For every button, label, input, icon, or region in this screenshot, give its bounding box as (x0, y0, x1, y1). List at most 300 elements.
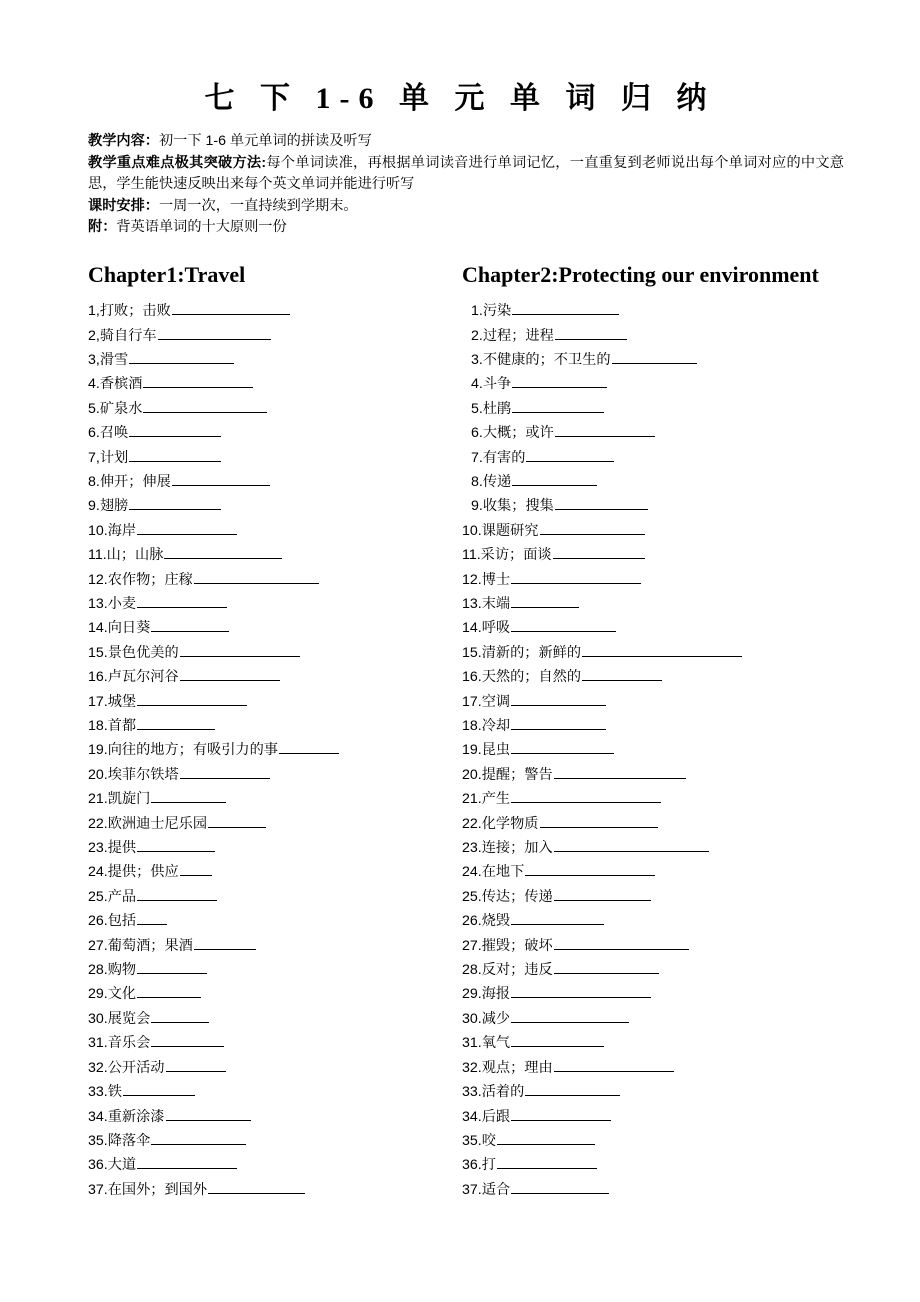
vocab-term: 大道 (107, 1157, 137, 1174)
vocab-number: 16. (462, 669, 482, 686)
answer-blank[interactable] (137, 887, 217, 901)
answer-blank[interactable] (208, 814, 266, 828)
vocab-term: 文化 (107, 986, 137, 1003)
vocab-term: 召唤 (99, 425, 129, 442)
vocab-item (462, 299, 842, 323)
vocab-item (462, 1105, 842, 1129)
answer-blank[interactable] (554, 765, 686, 779)
answer-blank[interactable] (279, 740, 339, 754)
vocab-term: 卢瓦尔河谷 (107, 669, 179, 686)
vocab-number: 6. (88, 425, 100, 442)
vocab-item (462, 470, 842, 494)
vocab-term: 摧毁；破坏 (481, 937, 553, 954)
vocab-term: 空调 (481, 693, 511, 710)
vocab-term: 连接；加入 (481, 840, 553, 857)
vocab-item (88, 641, 438, 665)
answer-blank[interactable] (511, 716, 606, 730)
answer-blank[interactable] (137, 716, 215, 730)
vocab-term: 包括 (107, 913, 137, 930)
vocab-item (88, 1056, 438, 1080)
vocab-item (88, 299, 438, 323)
vocab-item (88, 1080, 438, 1104)
vocab-term: 小麦 (107, 595, 137, 612)
vocab-number: 22. (88, 815, 108, 832)
vocab-item (462, 616, 842, 640)
answer-blank[interactable] (512, 374, 607, 388)
vocab-term: 冷却 (481, 718, 511, 734)
vocab-number: 4. (471, 376, 483, 393)
answer-blank[interactable] (180, 862, 212, 876)
vocab-term: 首都 (107, 718, 137, 734)
vocab-item (462, 934, 842, 958)
vocab-number: 15. (462, 644, 482, 661)
vocab-number: 34. (88, 1108, 108, 1125)
answer-blank[interactable] (137, 692, 247, 706)
vocab-number: 1, (88, 303, 100, 320)
vocab-item (462, 568, 842, 592)
answer-blank[interactable] (172, 301, 290, 315)
answer-blank[interactable] (511, 1107, 611, 1121)
vocab-item (462, 1153, 842, 1177)
vocab-number: 32. (462, 1059, 482, 1076)
vocab-item (88, 885, 438, 909)
answer-blank[interactable] (511, 984, 651, 998)
answer-blank[interactable] (158, 326, 271, 340)
vocab-term: 采访；面谈 (480, 547, 552, 564)
vocab-number: 28. (88, 962, 108, 979)
vocab-number: 13. (88, 595, 108, 612)
vocab-number: 18. (88, 718, 108, 734)
vocab-number: 24. (462, 864, 482, 881)
vocab-item (462, 665, 842, 689)
vocab-number: 8. (471, 473, 483, 490)
vocab-item (462, 958, 842, 982)
vocab-item (88, 1031, 438, 1055)
vocab-number: 9. (88, 498, 100, 515)
vocab-number: 19. (88, 742, 108, 759)
vocab-number: 27. (462, 937, 482, 954)
vocab-term: 矿泉水 (99, 400, 143, 417)
intro-label: 教学重点难点极其突破方法: (88, 154, 267, 171)
vocab-term: 翅膀 (99, 498, 129, 515)
vocab-item (88, 568, 438, 592)
answer-blank[interactable] (511, 740, 614, 754)
answer-blank[interactable] (164, 545, 282, 559)
answer-blank[interactable] (129, 448, 221, 462)
vocab-item (88, 1178, 438, 1202)
vocab-number: 2, (88, 327, 100, 344)
vocab-number: 29. (88, 986, 108, 1003)
vocab-number: 26. (462, 913, 482, 930)
vocab-item (88, 446, 438, 470)
vocab-item (88, 860, 438, 884)
vocab-item (88, 324, 438, 348)
vocab-term: 滑雪 (99, 351, 129, 368)
vocab-term: 购物 (107, 962, 137, 979)
vocab-term: 农作物；庄稼 (107, 571, 193, 588)
vocab-number: 24. (88, 864, 108, 881)
vocab-number: 22. (462, 815, 482, 832)
answer-blank[interactable] (540, 814, 658, 828)
vocab-item (462, 1129, 842, 1153)
answer-blank[interactable] (511, 1180, 609, 1194)
vocab-term: 铁 (107, 1084, 122, 1101)
vocab-number: 29. (462, 986, 482, 1003)
vocab-term: 烧毁 (481, 913, 511, 930)
vocab-number: 9. (471, 498, 483, 515)
vocab-term: 天然的；自然的 (481, 669, 582, 686)
vocab-item (462, 714, 842, 738)
answer-blank[interactable] (555, 496, 648, 510)
vocab-term: 城堡 (107, 693, 137, 710)
vocab-number: 23. (462, 840, 482, 857)
answer-blank[interactable] (166, 1058, 226, 1072)
intro-label: 教学内容： (88, 133, 159, 149)
vocab-item (88, 1129, 438, 1153)
vocab-number: 2. (471, 327, 483, 344)
answer-blank[interactable] (143, 374, 253, 388)
vocab-term: 海岸 (107, 522, 137, 539)
vocab-item (88, 714, 438, 738)
vocab-term: 呼吸 (481, 620, 511, 637)
vocab-number: 37. (462, 1181, 482, 1198)
vocab-number: 18. (462, 718, 482, 734)
vocab-term: 凯旋门 (107, 791, 151, 808)
answer-blank[interactable] (123, 1082, 195, 1096)
vocab-term: 提供 (107, 840, 137, 857)
vocab-number: 1. (471, 303, 483, 320)
answer-blank[interactable] (555, 326, 627, 340)
chapter-column-1 (88, 263, 438, 1202)
answer-blank[interactable] (151, 1131, 246, 1145)
vocab-term: 音乐会 (107, 1035, 151, 1052)
vocab-item (88, 934, 438, 958)
vocab-item (462, 836, 842, 860)
answer-blank[interactable] (540, 521, 645, 535)
vocab-term: 观点；理由 (481, 1059, 553, 1076)
vocab-term: 传达；传递 (481, 888, 553, 905)
answer-blank[interactable] (180, 667, 280, 681)
answer-blank[interactable] (497, 1131, 595, 1145)
answer-blank[interactable] (511, 692, 606, 706)
intro-block (88, 131, 844, 239)
vocab-number: 17. (462, 693, 482, 710)
vocab-term: 埃菲尔铁塔 (107, 766, 179, 783)
vocab-item (462, 885, 842, 909)
answer-blank[interactable] (525, 862, 655, 876)
vocab-number: 33. (462, 1084, 482, 1101)
intro-line (88, 217, 844, 239)
answer-blank[interactable] (137, 960, 207, 974)
vocab-number: 31. (88, 1035, 108, 1052)
intro-label: 附： (88, 219, 117, 235)
vocab-number: 5. (471, 400, 483, 417)
vocab-number: 35. (88, 1132, 108, 1149)
vocab-list-chapter-2 (462, 299, 842, 1202)
vocab-item (462, 763, 842, 787)
answer-blank[interactable] (194, 936, 256, 950)
vocab-item (88, 787, 438, 811)
vocab-number: 23. (88, 840, 108, 857)
vocab-item (88, 1153, 438, 1177)
vocab-number: 19. (462, 742, 482, 759)
answer-blank[interactable] (554, 838, 709, 852)
vocab-term: 咬 (481, 1132, 496, 1149)
vocab-term: 景色优美的 (107, 644, 179, 661)
vocab-item (88, 665, 438, 689)
vocab-item (88, 470, 438, 494)
answer-blank[interactable] (526, 448, 614, 462)
vocab-item (462, 1178, 842, 1202)
vocab-term: 减少 (481, 1010, 511, 1027)
vocab-term: 在国外；到国外 (107, 1181, 208, 1198)
vocab-number: 31. (462, 1035, 482, 1052)
vocab-number: 16. (88, 669, 108, 686)
answer-blank[interactable] (137, 911, 167, 925)
answer-blank[interactable] (582, 667, 662, 681)
vocab-number: 27. (88, 937, 108, 954)
vocab-number: 10. (462, 522, 482, 539)
vocab-term: 香槟酒 (99, 376, 143, 393)
vocab-item (88, 372, 438, 396)
vocab-item (462, 787, 842, 811)
answer-blank[interactable] (554, 887, 651, 901)
vocab-number: 25. (88, 888, 108, 905)
vocab-number: 21. (88, 791, 108, 808)
vocab-term: 公开活动 (107, 1059, 165, 1076)
vocab-item (462, 1056, 842, 1080)
vocab-number: 14. (462, 620, 482, 637)
vocab-item (462, 1007, 842, 1031)
vocab-number: 36. (462, 1157, 482, 1174)
vocab-term: 活着的 (481, 1084, 525, 1101)
vocab-number: 33. (88, 1084, 108, 1101)
vocab-term: 降落伞 (107, 1132, 151, 1149)
intro-text: 背英语单词的十大原则一份 (116, 219, 287, 235)
vocab-term: 斗争 (482, 376, 512, 393)
vocab-number: 35. (462, 1132, 482, 1149)
vocab-item (88, 348, 438, 372)
vocab-item (462, 1031, 842, 1055)
answer-blank[interactable] (511, 570, 641, 584)
vocab-item (88, 397, 438, 421)
vocab-term: 末端 (481, 595, 511, 612)
answer-blank[interactable] (497, 1155, 597, 1169)
vocab-number: 12. (88, 571, 108, 588)
vocab-item (462, 909, 842, 933)
vocab-term: 产品 (107, 888, 137, 905)
vocab-item (88, 738, 438, 762)
vocab-item (88, 543, 438, 567)
intro-line (88, 153, 844, 196)
answer-blank[interactable] (129, 423, 221, 437)
intro-text: 初一下 1-6 单元单词的拼读及听写 (158, 133, 372, 149)
vocab-term: 收集；搜集 (482, 498, 554, 515)
vocab-number: 14. (88, 620, 108, 637)
vocab-term: 反对；违反 (481, 962, 553, 979)
vocab-item (88, 690, 438, 714)
answer-blank[interactable] (137, 594, 227, 608)
answer-blank[interactable] (512, 399, 604, 413)
vocab-term: 骑自行车 (99, 327, 157, 344)
vocab-number: 3, (88, 351, 100, 368)
intro-text: 每个单词读准，再根据单词读音进行单词记忆，一直重复到老师说出每个单词对应的中文意思，学生能快速反映出来每个英文单词并能进行听写 (88, 154, 844, 192)
vocab-number: 12. (462, 571, 482, 588)
vocab-term: 提供；供应 (107, 864, 179, 881)
answer-blank[interactable] (511, 911, 604, 925)
answer-blank[interactable] (129, 350, 234, 364)
intro-label: 课时安排： (88, 197, 159, 214)
vocab-list-chapter-1 (88, 299, 438, 1202)
vocab-number: 8. (88, 473, 100, 490)
vocab-item (462, 494, 842, 518)
answer-blank[interactable] (151, 1033, 224, 1047)
vocab-number: 11. (88, 547, 107, 564)
vocab-number: 15. (88, 644, 108, 661)
vocab-number: 26. (88, 913, 108, 930)
vocab-item (462, 738, 842, 762)
vocab-number: 13. (462, 595, 482, 612)
vocab-item (88, 763, 438, 787)
vocab-number: 25. (462, 888, 482, 905)
answer-blank[interactable] (208, 1180, 305, 1194)
answer-blank[interactable] (511, 1009, 629, 1023)
vocab-item (88, 812, 438, 836)
answer-blank[interactable] (137, 838, 215, 852)
vocab-item (462, 324, 842, 348)
intro-line (88, 131, 844, 153)
answer-blank[interactable] (194, 570, 319, 584)
answer-blank[interactable] (151, 618, 229, 632)
vocab-item (88, 519, 438, 543)
vocab-item (88, 909, 438, 933)
vocab-item (462, 372, 842, 396)
answer-blank[interactable] (512, 301, 619, 315)
answer-blank[interactable] (553, 545, 645, 559)
vocab-item (88, 616, 438, 640)
vocab-number: 32. (88, 1059, 108, 1076)
vocab-term: 向日葵 (107, 620, 151, 637)
answer-blank[interactable] (511, 789, 661, 803)
vocab-term: 适合 (481, 1181, 511, 1198)
vocab-number: 20. (462, 766, 482, 783)
answer-blank[interactable] (511, 618, 616, 632)
vocab-number: 17. (88, 693, 108, 710)
vocab-number: 6. (471, 425, 483, 442)
vocab-item (462, 592, 842, 616)
answer-blank[interactable] (137, 1155, 237, 1169)
vocab-item (88, 1105, 438, 1129)
vocab-number: 3. (471, 351, 483, 368)
vocab-term: 污染 (482, 303, 512, 320)
vocab-item (462, 812, 842, 836)
answer-blank[interactable] (612, 350, 697, 364)
vocab-item (462, 641, 842, 665)
answer-blank[interactable] (554, 960, 659, 974)
vocab-term: 有害的 (482, 449, 526, 466)
answer-blank[interactable] (511, 1033, 604, 1047)
vocab-number: 11. (462, 547, 481, 564)
vocab-term: 传递 (482, 473, 512, 490)
answer-blank[interactable] (151, 1009, 209, 1023)
vocab-item (88, 1007, 438, 1031)
answer-blank[interactable] (143, 399, 267, 413)
vocab-item (462, 1080, 842, 1104)
vocab-number: 5. (88, 400, 100, 417)
vocab-term: 海报 (481, 986, 511, 1003)
vocab-item (462, 982, 842, 1006)
chapter-column-2 (462, 263, 842, 1202)
chapter-heading: Chapter1:Travel (88, 262, 246, 287)
vocab-item (88, 592, 438, 616)
vocab-item (462, 543, 842, 567)
answer-blank[interactable] (512, 472, 597, 486)
vocab-term: 清新的；新鲜的 (481, 644, 582, 661)
vocab-term: 葡萄酒；果酒 (107, 937, 193, 954)
answer-blank[interactable] (151, 789, 226, 803)
vocab-number: 30. (88, 1010, 108, 1027)
vocab-item (462, 519, 842, 543)
vocab-term: 杜鹃 (482, 400, 512, 417)
answer-blank[interactable] (137, 521, 237, 535)
answer-blank[interactable] (180, 765, 270, 779)
answer-blank[interactable] (166, 1107, 251, 1121)
vocab-term: 化学物质 (481, 815, 539, 832)
answer-blank[interactable] (137, 984, 201, 998)
vocab-item (462, 397, 842, 421)
vocab-term: 向往的地方；有吸引力的事 (107, 742, 278, 759)
vocab-term: 过程；进程 (482, 327, 554, 344)
vocab-item (88, 836, 438, 860)
vocab-term: 伸开；伸展 (99, 473, 171, 490)
vocab-term: 展览会 (107, 1010, 151, 1027)
intro-text: 一周一次，一直持续到学期末。 (158, 197, 358, 214)
chapter-heading: Chapter2:Protecting our environment (462, 262, 819, 287)
answer-blank[interactable] (129, 496, 221, 510)
answer-blank[interactable] (554, 936, 689, 950)
vocab-term: 打 (481, 1157, 496, 1174)
vocab-number: 20. (88, 766, 108, 783)
answer-blank[interactable] (180, 643, 300, 657)
answer-blank[interactable] (511, 594, 579, 608)
vocab-number: 21. (462, 791, 482, 808)
vocab-term: 后跟 (481, 1108, 511, 1125)
vocab-number: 4. (88, 376, 100, 393)
vocab-term: 氧气 (481, 1035, 511, 1052)
vocab-item (462, 348, 842, 372)
vocab-term: 在地下 (481, 864, 525, 881)
vocab-term: 昆虫 (481, 742, 511, 759)
vocab-item (462, 421, 842, 445)
answer-blank[interactable] (172, 472, 270, 486)
vocab-term: 计划 (99, 449, 129, 466)
vocab-term: 山；山脉 (106, 547, 164, 564)
intro-line (88, 196, 844, 218)
page-title: 七 下 1-6 单 元 单 词 归 纳 (204, 82, 716, 115)
vocab-number: 10. (88, 522, 108, 539)
answer-blank[interactable] (525, 1082, 620, 1096)
vocab-item (88, 494, 438, 518)
vocab-term: 打败；击败 (99, 303, 171, 320)
answer-blank[interactable] (554, 1058, 674, 1072)
vocab-term: 大概；或许 (482, 425, 554, 442)
answer-blank[interactable] (555, 423, 655, 437)
vocab-item (462, 446, 842, 470)
vocab-item (88, 982, 438, 1006)
answer-blank[interactable] (582, 643, 742, 657)
vocab-term: 博士 (481, 571, 511, 588)
vocab-number: 36. (88, 1157, 108, 1174)
